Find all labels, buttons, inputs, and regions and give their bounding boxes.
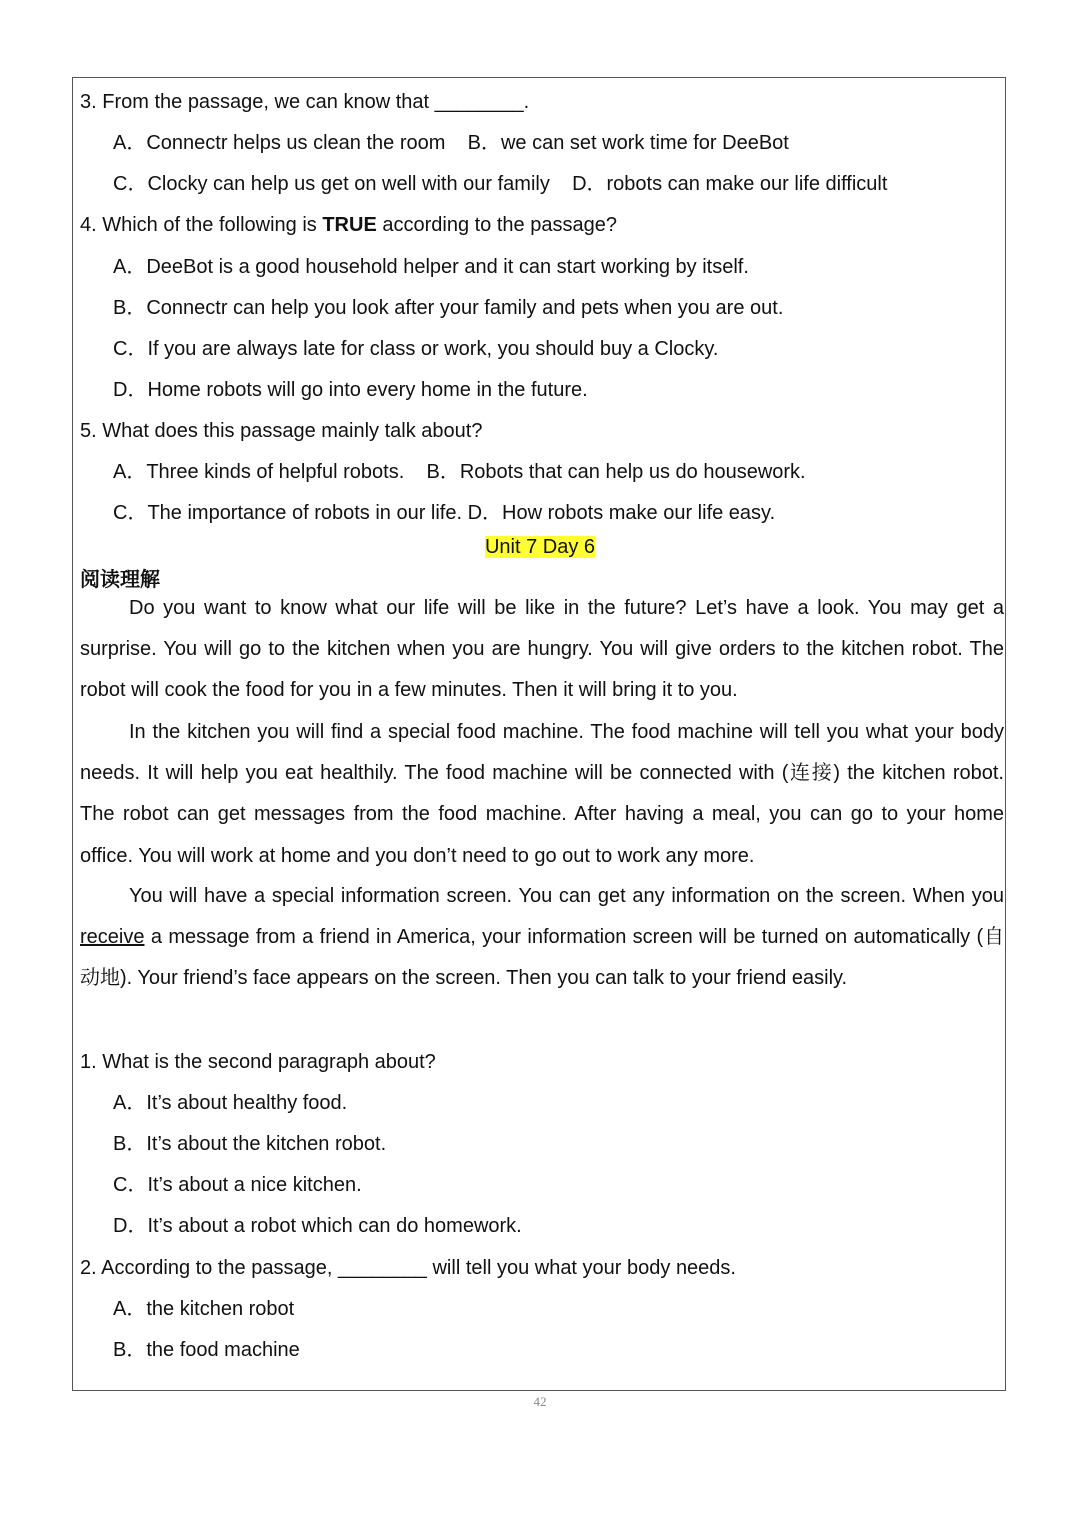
underlined-word: receive xyxy=(80,926,145,949)
question-4-stem-bold: TRUE xyxy=(322,214,377,236)
section-title: 阅读理解 xyxy=(80,567,160,591)
reading-question-1-option-d: D．It’s about a robot which can do homework. xyxy=(113,1215,522,1237)
reading-question-1-option-c: C．It’s about a nice kitchen. xyxy=(113,1174,362,1196)
question-5-options-line-2: C．The importance of robots in our life. D．How robots make our life easy. xyxy=(113,502,776,524)
unit-title xyxy=(0,535,1080,559)
question-4-option-d: D．Home robots will go into every home in the future. xyxy=(113,379,588,401)
question-4-stem-end: according to the passage? xyxy=(376,214,617,236)
question-4-stem-start: 4. Which of the following is xyxy=(80,214,323,236)
page-number: 42 xyxy=(533,1394,547,1409)
paragraph-3-start: You will have a special information screen. You can get any information on the screen. When you xyxy=(129,885,1004,907)
question-4-option-b: B．Connectr can help you look after your family and pets when you are out. xyxy=(113,297,784,319)
passage-paragraph-1: Do you want to know what our life will be like in the future? Let’s have a look. You may get a surprise. You will go to the kitchen when you are hungry. You will give orders to the kitchen robot. The robot will cook the food for you in a few minutes. Then it will bring it to you. xyxy=(80,597,1004,702)
question-3-options-line-2: C．Clocky can help us get on well with our family D．robots can make our life difficult xyxy=(113,173,888,195)
unit-title-text: Unit 7 Day 6 xyxy=(484,536,596,558)
reading-question-1-option-b: B．It’s about the kitchen robot. xyxy=(113,1133,387,1155)
question-3-stem: 3. From the passage, we can know that ________. xyxy=(80,91,530,113)
reading-question-2-option-a: A．the kitchen robot xyxy=(113,1298,295,1320)
passage-paragraph-2: In the kitchen you will find a special food machine. The food machine will tell you what your body needs. It will help you eat healthily. The food machine will be connected with (连接) the kitchen robot. The robot can get messages from the food machine. After having a meal, you can go to your home office. You will work at home and you don’t need to go out to work any more. xyxy=(80,721,1004,867)
question-5-options-line-1: A．Three kinds of helpful robots. B．Robots that can help us do housework. xyxy=(113,461,806,483)
question-4-option-c: C．If you are always late for class or work, you should buy a Clocky. xyxy=(113,338,719,360)
reading-question-2-stem: 2. According to the passage, ________ will tell you what your body needs. xyxy=(80,1257,736,1279)
question-4-stem xyxy=(80,213,1005,237)
passage-paragraph-3 xyxy=(80,876,1004,1000)
question-4-option-a: A．DeeBot is a good household helper and it can start working by itself. xyxy=(113,256,749,278)
reading-question-1-option-a: A．It’s about healthy food. xyxy=(113,1092,348,1114)
question-3-options-line-1: A．Connectr helps us clean the room B．we can set work time for DeeBot xyxy=(113,132,789,154)
reading-question-1-stem: 1. What is the second paragraph about? xyxy=(80,1051,436,1073)
paragraph-3-end: a message from a friend in America, your information screen will be turned on automatically (自动地). Your friend’s face appears on the screen. Then you can talk to your friend easily. xyxy=(80,926,1004,990)
reading-question-2-option-b: B．the food machine xyxy=(113,1339,300,1361)
question-5-stem: 5. What does this passage mainly talk about? xyxy=(80,420,483,442)
